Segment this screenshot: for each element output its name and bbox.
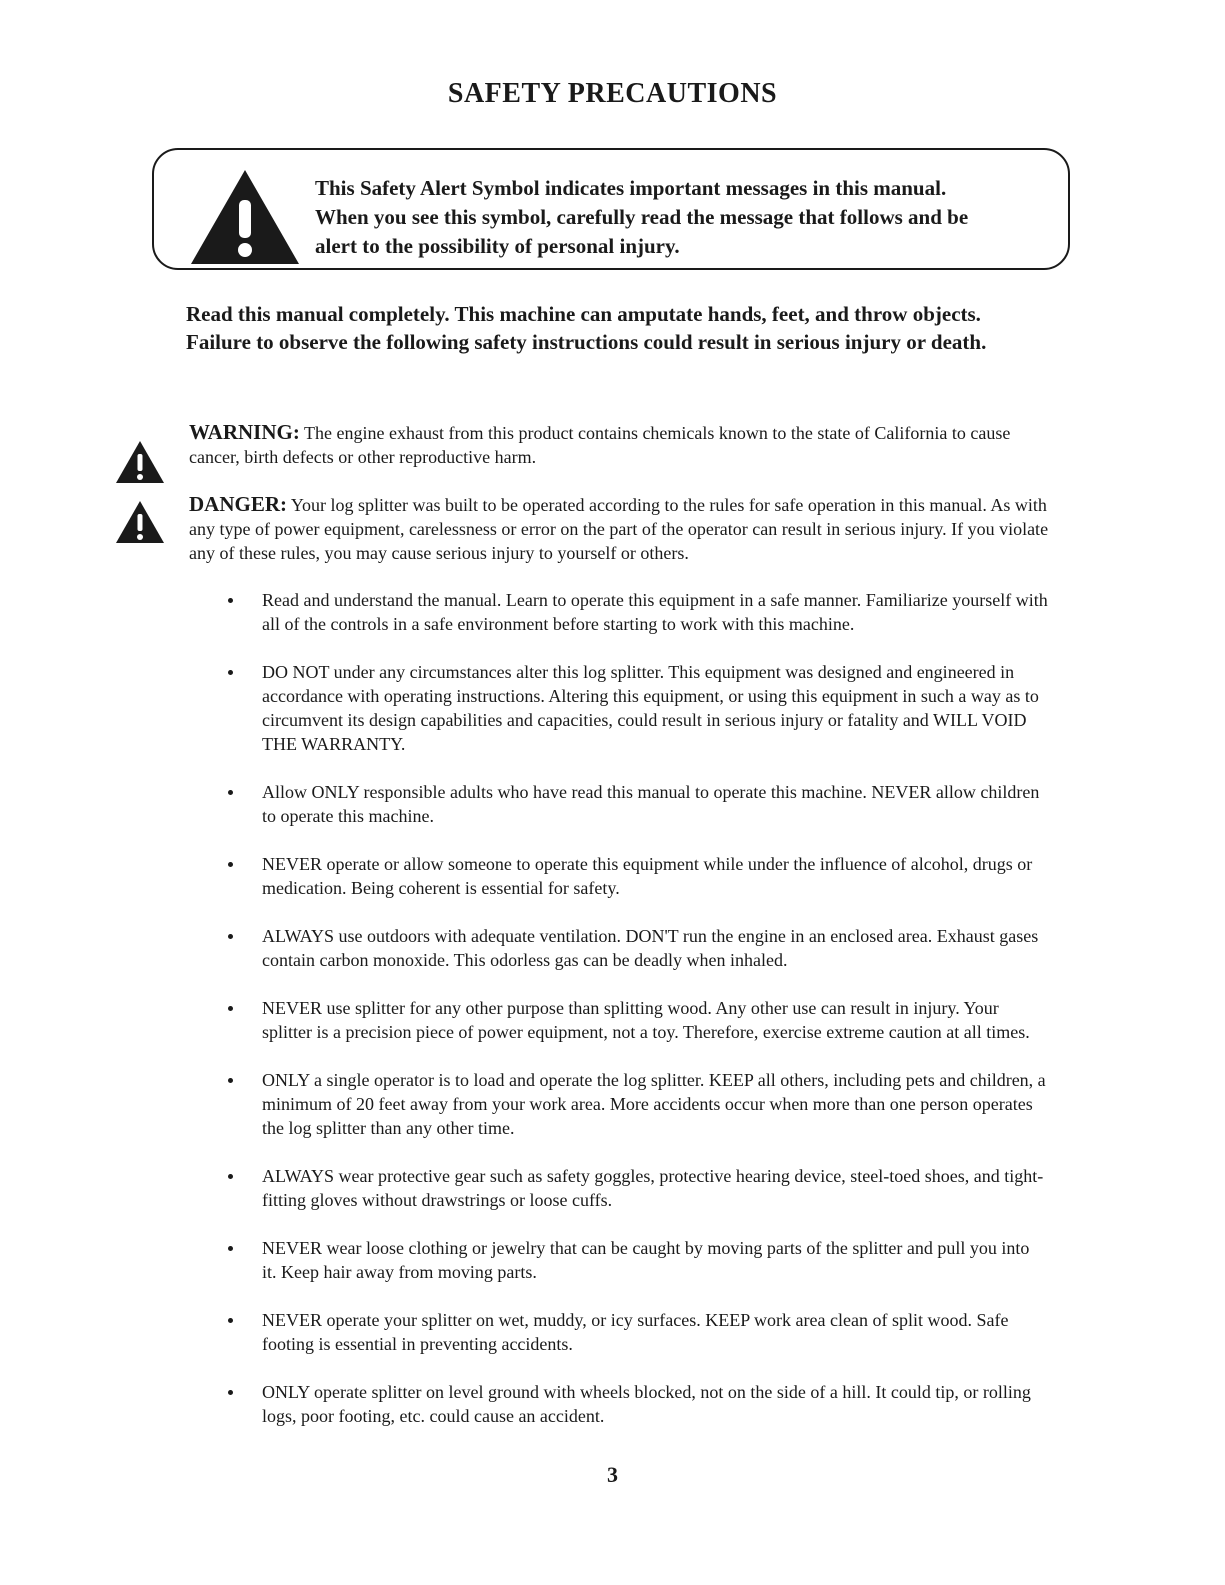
list-item-text: Allow ONLY responsible adults who have read this manual to operate this machine. NEVER allow children to operate this machine.: [262, 782, 1040, 826]
alert-line: This Safety Alert Symbol indicates important messages in this manual.: [315, 176, 947, 200]
intro-line: Read this manual completely. This machine can amputate hands, feet, and throw objects.: [186, 302, 981, 326]
list-item: [228, 588, 1048, 636]
bullet-icon: [228, 1078, 233, 1083]
intro-warning: [186, 300, 1066, 356]
alert-text: [315, 174, 1055, 261]
list-item-text: NEVER wear loose clothing or jewelry that can be caught by moving parts of the splitter and pull you into it. Keep hair away from moving parts.: [262, 1238, 1030, 1282]
alert-line: alert to the possibility of personal injury.: [315, 234, 680, 258]
list-item-text: Read and understand the manual. Learn to operate this equipment in a safe manner. Familiarize yourself with all of the controls in a safe environment before starting to work with this machine.: [262, 590, 1048, 634]
danger-text: Your log splitter was built to be operated according to the rules for safe operation in this manual. As with any type of power equipment, carelessness or error on the part of the operator can result in serious injury. If you violate any of these rules, you may cause serious injury to yourself or others.: [189, 495, 1049, 563]
list-item: [228, 852, 1048, 900]
bullet-icon: [228, 1318, 233, 1323]
list-item-text: NEVER operate or allow someone to operate this equipment while under the influence of alcohol, drugs or medication. Being coherent is essential for safety.: [262, 854, 1033, 898]
bullet-icon: [228, 1246, 233, 1251]
safety-alert-box: [152, 148, 1070, 270]
safety-alert-triangle-icon: [189, 168, 301, 266]
list-item: [228, 996, 1048, 1044]
list-item-text: ONLY operate splitter on level ground with wheels blocked, not on the side of a hill. It could tip, or rolling logs, poor footing, etc. could cause an accident.: [262, 1382, 1031, 1426]
bullet-icon: [228, 670, 233, 675]
list-item-text: ALWAYS use outdoors with adequate ventilation. DON'T run the engine in an enclosed area. Exhaust gases contain carbon monoxide. This odorless gas can be deadly when inhaled.: [262, 926, 1039, 970]
warning-paragraph: [189, 420, 1049, 469]
bullet-icon: [228, 862, 233, 867]
safety-alert-triangle-icon: [115, 440, 165, 484]
page-number: 3: [607, 1462, 618, 1487]
alert-line: When you see this symbol, carefully read the message that follows and be: [315, 205, 969, 229]
safety-rules-list: [228, 588, 1048, 1452]
list-item: [228, 1380, 1048, 1428]
warning-text: The engine exhaust from this product contains chemicals known to the state of California to cause cancer, birth defects or other reproductive harm.: [189, 423, 1011, 467]
list-item-text: ALWAYS wear protective gear such as safety goggles, protective hearing device, steel-toed shoes, and tight-fitting gloves without drawstrings or loose cuffs.: [262, 1166, 1044, 1210]
warning-label: WARNING:: [189, 420, 300, 444]
intro-line: Failure to observe the following safety instructions could result in serious injury or death.: [186, 330, 987, 354]
danger-label: DANGER:: [189, 492, 287, 516]
list-item: [228, 1308, 1048, 1356]
bullet-icon: [228, 934, 233, 939]
bullet-icon: [228, 790, 233, 795]
list-item-text: NEVER use splitter for any other purpose than splitting wood. Any other use can result in injury. Your splitter is a precision piece of power equipment, not a toy. Therefore, exercise extreme caution at all times.: [262, 998, 1030, 1042]
list-item-text: NEVER operate your splitter on wet, muddy, or icy surfaces. KEEP work area clean of split wood. Safe footing is essential in preventing accidents.: [262, 1310, 1009, 1354]
list-item-text: ONLY a single operator is to load and operate the log splitter. KEEP all others, including pets and children, a minimum of 20 feet away from your work area. More accidents occur when more than one person operates the log splitter than any other time.: [262, 1070, 1046, 1138]
list-item: [228, 780, 1048, 828]
list-item: [228, 924, 1048, 972]
bullet-icon: [228, 598, 233, 603]
bullet-icon: [228, 1174, 233, 1179]
list-item: [228, 660, 1048, 756]
bullet-icon: [228, 1006, 233, 1011]
list-item: [228, 1068, 1048, 1140]
list-item: [228, 1164, 1048, 1212]
danger-paragraph: [189, 492, 1049, 565]
safety-alert-triangle-icon: [115, 500, 165, 544]
page-title: SAFETY PRECAUTIONS: [447, 78, 778, 109]
list-item-text: DO NOT under any circumstances alter this log splitter. This equipment was designed and engineered in accordance with operating instructions. Altering this equipment, or using this equipment in such a way as to circumvent its design capabilities and capacities, could result in serious injury or fatality and WILL VOID THE WARRANTY.: [262, 662, 1039, 754]
bullet-icon: [228, 1390, 233, 1395]
list-item: [228, 1236, 1048, 1284]
